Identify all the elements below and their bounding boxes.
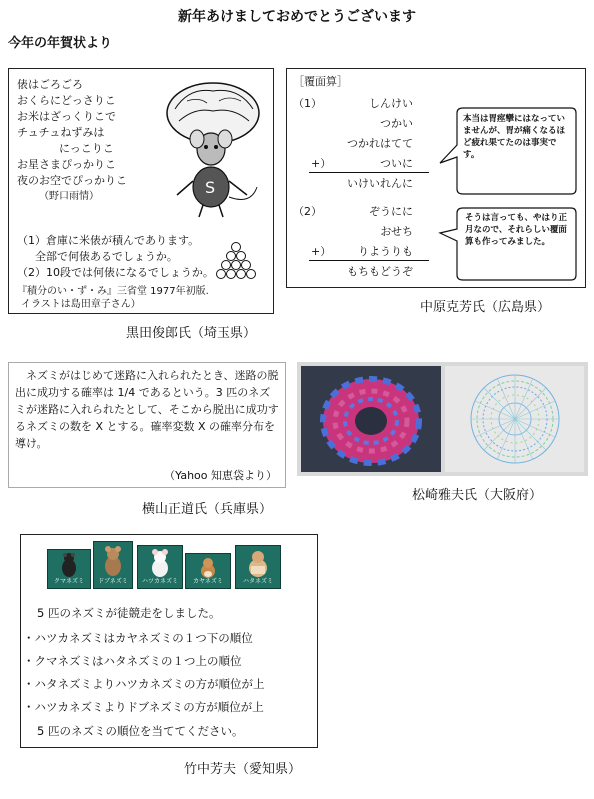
- race-clue: ・クマネズミはハタネズミの１つ上の順位: [23, 654, 242, 668]
- page-subtitle: 今年の年賀状より: [8, 36, 113, 51]
- vole-icon: [236, 546, 280, 580]
- poem-line: にっこりこ: [59, 142, 114, 155]
- puzzle-2-number: （2）: [293, 205, 322, 218]
- problem-source: （Yahoo 知恵袋より）: [164, 469, 277, 482]
- poem-line: 俵はごろごろ: [17, 78, 83, 91]
- speech-bubble-1: 本当は胃痙攣にはなっていませんが、胃が痛くなるほど疲れ果てたのは事実です。: [463, 114, 566, 160]
- mouse-label: ドブネズミ: [98, 578, 128, 585]
- puzzle-1-number: （1）: [293, 97, 322, 110]
- puzzle-1-rule: [309, 172, 429, 173]
- speech-bubble-2: そうは言っても、やはり正月なので、それらしい覆面算も作ってみました。: [465, 213, 568, 247]
- race-question: 5 匹のネズミの順位を当ててください。: [37, 724, 244, 738]
- puzzle-1-line: つかれはてて: [347, 137, 413, 150]
- mouse-label: ハタネズミ: [242, 578, 273, 585]
- card-nakahara: [286, 68, 586, 288]
- question-1-cont: 全部で何俵あるでしょうか。: [35, 250, 178, 263]
- card-kuroda: [8, 68, 274, 314]
- brown-rat-icon: [94, 542, 132, 580]
- race-clues: [23, 627, 315, 719]
- puzzle-1-result: いけいれんに: [347, 177, 413, 190]
- puzzle-2-result: もちもどうぞ: [347, 265, 413, 278]
- caption-nakahara: 中原克芳氏（広島県）: [420, 300, 551, 315]
- poem-line: お星さまぴっかりこ: [17, 158, 116, 171]
- puzzle-2-line: おせち: [380, 225, 413, 238]
- mouse-tile-kumanezumi: [47, 549, 91, 589]
- mouse-label: ハツカネズミ: [141, 578, 178, 585]
- poem: [17, 77, 167, 205]
- mouse-with-sack-illustration: [159, 77, 267, 219]
- race-clue: ・ハツカネズミよりドブネズミの方が順位が上: [23, 700, 264, 714]
- mouse-tile-hatanezumi: [235, 545, 281, 589]
- mouse-tile-dobunezumi: [93, 541, 133, 589]
- puzzle-2-line: ぞうにに: [369, 205, 413, 218]
- puzzle-1-plus: +）: [311, 157, 332, 170]
- race-clue: ・ハタネズミよりハツカネズミの方が順位が上: [23, 677, 265, 691]
- white-mouse-icon: [138, 546, 182, 580]
- puzzle-2-rule: [309, 260, 429, 261]
- question-1: （1）倉庫に米俵が積んであります。: [17, 234, 200, 247]
- puzzle-2-plus: +）: [311, 245, 332, 258]
- questions: [17, 233, 237, 281]
- illustration-credit: イラストは島田章子さん）: [21, 299, 141, 310]
- poem-line: 夜のお空でぴっかりこ: [17, 174, 127, 187]
- mouse-label: クマネズミ: [53, 578, 84, 585]
- mouse-tile-kayanezumi: [185, 553, 231, 589]
- poem-line: チュチュねずみは: [17, 126, 105, 139]
- caption-kuroda: 黒田俊郎氏（埼玉県）: [126, 326, 257, 341]
- source-note: [17, 285, 217, 311]
- caption-matsuzaki: 松崎雅夫氏（大阪府）: [412, 488, 543, 503]
- poem-line: お米はざっくりこで: [17, 110, 116, 123]
- card-yokoyama: [8, 362, 286, 488]
- poem-author: （野口雨情）: [39, 191, 99, 202]
- question-2: （2）10段では何俵になるでしょうか。: [17, 266, 214, 279]
- mouse-tile-hatsukanezumi: [137, 545, 183, 589]
- puzzle-1-line: ついに: [380, 157, 413, 170]
- page-title: 新年あけましておめでとうございます: [178, 9, 416, 25]
- race-clue: ・ハツカネズミはカヤネズミの１つ下の順位: [23, 631, 253, 645]
- torus-photo: [301, 366, 441, 472]
- puzzle-1-line: つかい: [380, 117, 413, 130]
- photo-panel: [297, 362, 588, 476]
- card-takenaka: [20, 534, 318, 748]
- svg-text:S: S: [205, 178, 216, 197]
- caption-takenaka: 竹中芳夫（愛知県）: [184, 762, 302, 777]
- race-intro: 5 匹のネズミが徒競走をしました。: [37, 606, 221, 620]
- puzzle-1-line: しんけい: [369, 97, 413, 110]
- poem-line: おくらにどっさりこ: [17, 94, 116, 107]
- rice-bale-pyramid: [213, 241, 259, 283]
- probability-problem: ネズミがはじめて迷路に入れられたとき、迷路の脱出に成功する確率は 1/4 であるという。3 匹のネズミが迷路に入れられたとして、そこから脱出に成功するネズミの数を X とする。確率変数 X の確率分布を導け。: [15, 369, 279, 450]
- source-line: 『積分のい・ず・み』三省堂 1977年初版.: [17, 286, 209, 297]
- mouse-label: カヤネズミ: [193, 578, 223, 585]
- puzzle-heading: ［覆面算］: [293, 75, 348, 88]
- caption-yokoyama: 横山正道氏（兵庫県）: [142, 502, 273, 517]
- puzzle-2-line: りようりも: [358, 245, 413, 258]
- string-art-photo: [445, 366, 584, 472]
